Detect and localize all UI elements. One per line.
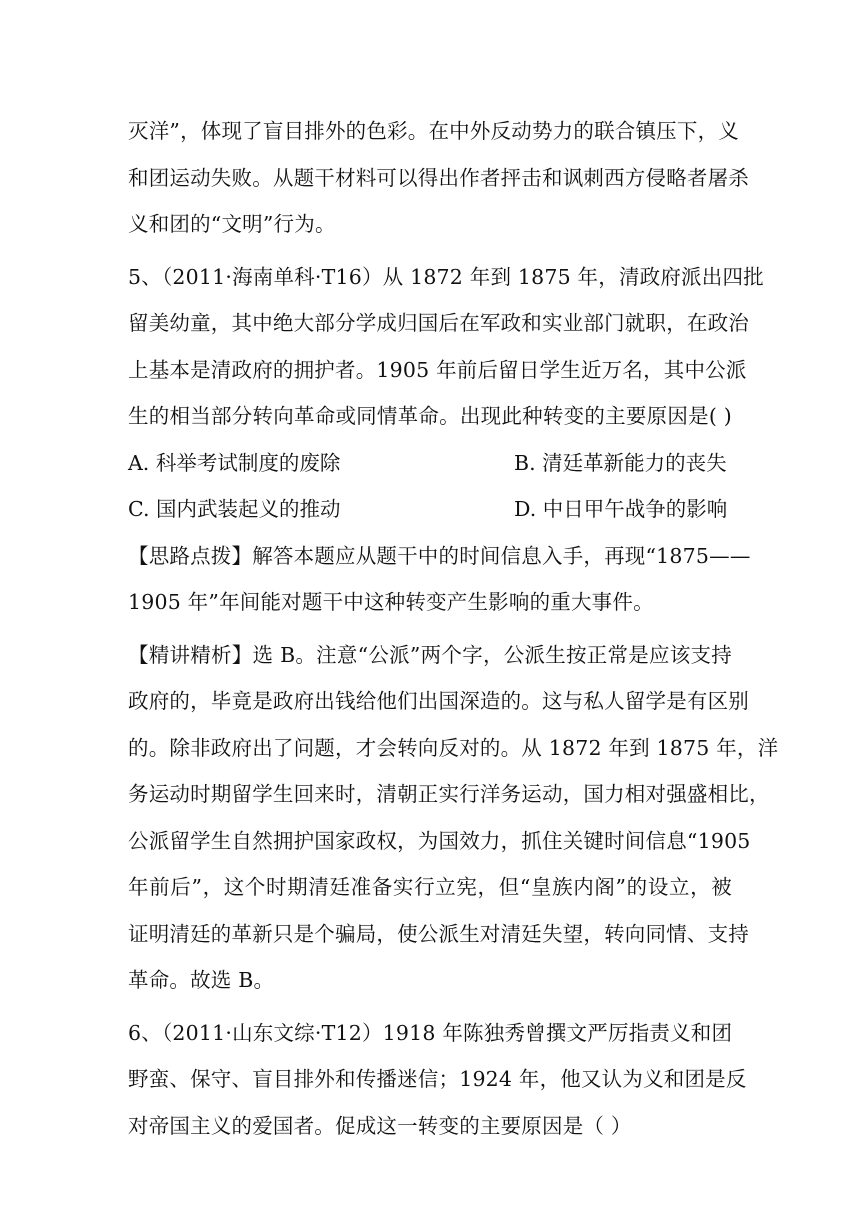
analysis-line: 【精讲精析】选 B。注意“公派”两个字，公派生按正常是应该支持 xyxy=(128,642,732,667)
text-line: 义和团的“文明”行为。 xyxy=(128,212,336,236)
question-6-stem-line: 对帝国主义的爱国者。促成这一转变的主要原因是（ ） xyxy=(128,1113,632,1138)
analysis-line: 证明清廷的革新只是个骗局，使公派生对清廷失望，转向同情、支持 xyxy=(128,921,749,946)
question-6-stem-line: 6、（2011·山东文综·T12）1918 年陈独秀曾撰文严厉指责义和团 xyxy=(128,1020,733,1045)
document-page xyxy=(128,108,779,1149)
option-c: C. 国内武装起义的推动 xyxy=(128,497,341,521)
hint-line: 1905 年”年间能对题干中这种转变产生影响的重大事件。 xyxy=(128,590,654,614)
option-b: B. 清廷革新能力的丧失 xyxy=(514,450,727,475)
question-5-stem-line: 5、（2011·海南单科·T16）从 1872 年到 1875 年，清政府派出四批 xyxy=(128,264,764,289)
question-5-stem-line: 留美幼童，其中绝大部分学成归国后在军政和实业部门就职，在政治 xyxy=(128,311,749,335)
continuation-paragraph xyxy=(128,108,749,248)
analysis-line: 政府的，毕竟是政府出钱给他们出国深造的。这与私人留学是有区别 xyxy=(128,689,749,713)
text-line: 和团运动失败。从题干材料可以得出作者抨击和讽刺西方侵略者屠杀 xyxy=(128,165,749,190)
analysis-line: 年前后”，这个时期清廷准备实行立宪，但“皇族内阁”的设立，被 xyxy=(128,875,732,899)
options-row-1 xyxy=(128,440,732,487)
option-d: D. 中日甲午战争的影响 xyxy=(514,497,728,521)
hint-line: 【思路点拨】解答本题应从题干中的时间信息入手，再现“1875—— xyxy=(128,543,751,568)
analysis-section xyxy=(128,632,779,1004)
analysis-line: 的。除非政府出了问题，才会转向反对的。从 1872 年到 1875 年，洋 xyxy=(128,735,779,760)
text-line: 灭洋”，体现了盲目排外的色彩。在中外反动势力的联合镇压下，义 xyxy=(128,119,739,143)
question-6-stem-line: 野蛮、保守、盲目排外和传播迷信；1924 年，他又认为义和团是反 xyxy=(128,1067,747,1091)
hint-section xyxy=(128,533,751,626)
question-6 xyxy=(128,1010,747,1150)
question-5-stem-line: 上基本是清政府的拥护者。1905 年前后留日学生近万名，其中公派 xyxy=(128,357,747,382)
question-5-stem-line: 生的相当部分转向革命或同情革命。出现此种转变的主要原因是( ) xyxy=(128,404,732,428)
question-5 xyxy=(128,254,779,1004)
option-a: A. 科举考试制度的废除 xyxy=(128,450,341,475)
analysis-line: 公派留学生自然拥护国家政权，为国效力，抓住关键时间信息“1905 xyxy=(128,828,751,853)
analysis-line: 革命。故选 B。 xyxy=(128,968,275,992)
analysis-line: 务运动时期留学生回来时，清朝正实行洋务运动，国力相对强盛相比， xyxy=(128,782,770,806)
options-row-2 xyxy=(128,486,732,533)
